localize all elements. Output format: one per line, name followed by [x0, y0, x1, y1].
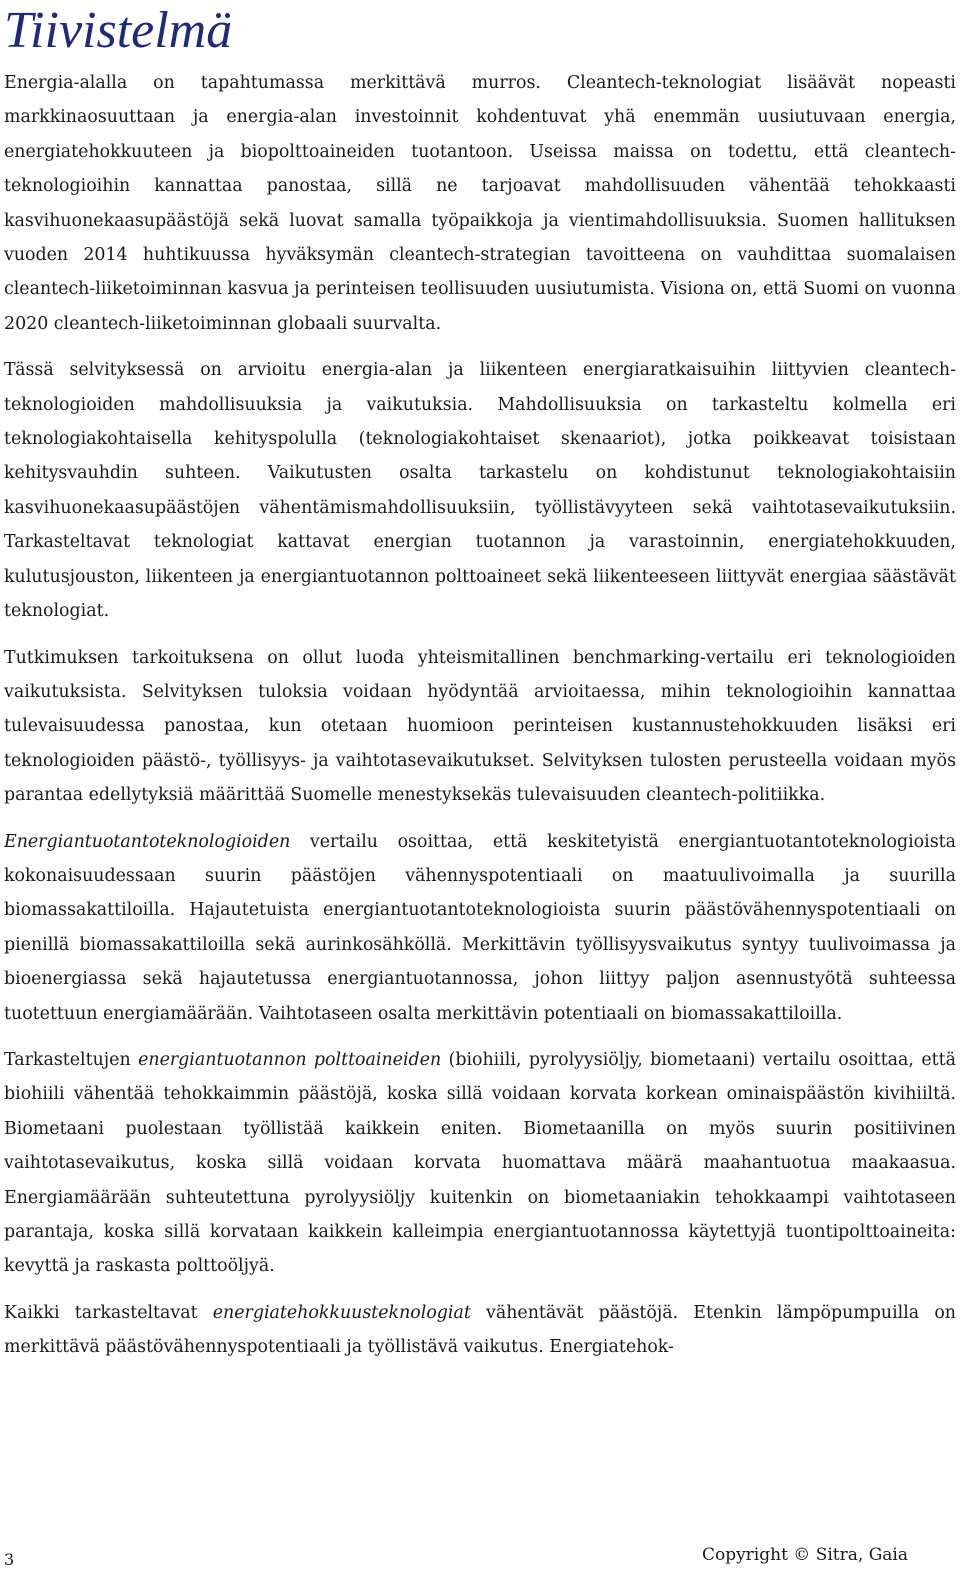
paragraph-purpose-text: Tutkimuksen tarkoituksena on ollut luoda yhteismitallinen benchmarking-vertailu eri teknologioiden vaikutuksista. Selvityksen tuloksia voidaan hyödyntää arvioitaessa, mihin teknologioihin kannattaa tulevaisuudessa panostaa, kun otetaan huomioon perinteisen kustannustehokkuuden lisäksi eri teknologioiden päästö-, työllisyys- ja vaihtotasevaikutukset. Selvityksen tulosten perusteella voidaan myös parantaa edellytyksiä määrittää Suomelle menestyksekäs tulevaisuuden cleantech-politiikka.: [4, 647, 956, 806]
page-footer: [0, 1540, 960, 1570]
paragraph-fuels-italic: energiantuotannon polttoaineiden: [138, 1049, 442, 1070]
paragraph-efficiency-text: vähentävät päästöjä. Etenkin lämpöpumpuilla on merkittävä päästövähennyspotentiaali ja työllistävä vaikutus. Energiatehok-: [4, 1302, 957, 1358]
paragraph-intro-text: Energia-alalla on tapahtumassa merkittävä murros. Cleantech-teknologiat lisäävät nopeasti markkinaosuuttaan ja energia-alan investoinnit kohdentuvat yhä enemmän uusiutuvaan energia, energiatehokkuuteen ja biopolttoaineiden tuotantoon. Useissa maissa on todettu, että cleantech-teknologioihin kannattaa panostaa, sillä ne tarjoavat mahdollisuuden vähentää tehokkaasti kasvihuonekaasupäästöjä sekä luovat samalla työpaikkoja ja vientimahdollisuuksia. Suomen hallituksen vuoden 2014 huhtikuussa hyväksymän cleantech-strategian tavoitteena on vauhdittaa suomalaisen cleantech-liiketoiminnan kasvua ja perinteisen teollisuuden uusiutumista. Visiona on, että Suomi on vuonna 2020 cleantech-liiketoiminnan globaali suurvalta.: [4, 73, 956, 334]
copyright-notice: Copyright © Sitra, Gaia: [701, 1545, 908, 1565]
paragraph-efficiency-before: Kaikki tarkasteltavat: [4, 1302, 213, 1323]
paragraph-efficiency: [4, 1296, 956, 1365]
paragraph-intro: [4, 66, 956, 341]
document-page: [4, 0, 956, 1377]
paragraph-fuels: [4, 1043, 956, 1284]
page-number: 3: [4, 1550, 15, 1569]
page-title: Tiivistelmä: [4, 2, 233, 59]
paragraph-fuels-text: (biohiili, pyrolyysiöljy, biometaani) vertailu osoittaa, että biohiili vähentää tehokkaimmin päästöjä, koska sillä voidaan korvata korkean ominaispäästön kivihiiltä. Biometaani puolestaan työllistää kaikkein eniten. Biometaanilla on myös suurin positiivinen vaihtotasevaikutus, koska sillä voidaan korvata huomattava määrä maahantuotua maakaasua. Energiamäärään suhteutettuna pyrolyysiöljy kuitenkin on biometaaniakin tehokkaampi vaihtotaseen parantaja, koska sillä korvataan kaikkein kalleimpia energiantuotannossa käytettyjä tuontipolttoaineita: kevyttä ja raskasta polttoöljyä.: [4, 1049, 956, 1277]
paragraph-efficiency-italic: energiatehokkuusteknologiat: [212, 1302, 471, 1323]
paragraph-energy-production-lead: Energiantuotantoteknologioiden: [4, 831, 291, 852]
paragraph-energy-production-text: vertailu osoittaa, että keskitetyistä energiantuotantoteknologioista kokonaisuudessaan suurin päästöjen vähennyspotentiaali on maatuulivoimalla ja suurilla biomassakattiloilla. Hajautetuista energiantuotantoteknologioista suurin päästövähennyspotentiaali on pienillä biomassakattiloilla sekä aurinkosähköllä. Merkittävin työllisyysvaikutus syntyy tuulivoimassa ja bioenergiassa sekä hajautetussa energiantuotannossa, johon liittyy paljon asennustyötä suhteessa tuotettuun energiamäärään. Vaihtotaseen osalta merkittävin potentiaali on biomassakattiloilla.: [4, 831, 956, 1024]
paragraph-scope-text: Tässä selvityksessä on arvioitu energia-alan ja liikenteen energiaratkaisuihin liittyvien cleantech-teknologioiden mahdollisuuksia ja vaikutuksia. Mahdollisuuksia on tarkasteltu kolmella eri teknologiakohtaisella kehityspolulla (teknologiakohtaiset skenaariot), jotka poikkeavat toisistaan kehitysvauhdin suhteen. Vaikutusten osalta tarkastelu on kohdistunut teknologiakohtaisiin kasvihuonekaasupäästöjen vähentämismahdollisuuksiin, työllistävyyteen sekä vaihtotasevaikutuksiin. Tarkasteltavat teknologiat kattavat energian tuotannon ja varastoinnin, energiatehokkuuden, kulutusjouston, liikenteen ja energiantuotannon polttoaineet sekä liikenteeseen liittyvät energiaa säästävät teknologiat.: [4, 360, 956, 622]
paragraph-scope: [4, 353, 956, 628]
paragraph-purpose: [4, 641, 956, 813]
paragraph-energy-production: [4, 825, 956, 1031]
paragraph-fuels-before: Tarkasteltujen: [4, 1049, 139, 1070]
